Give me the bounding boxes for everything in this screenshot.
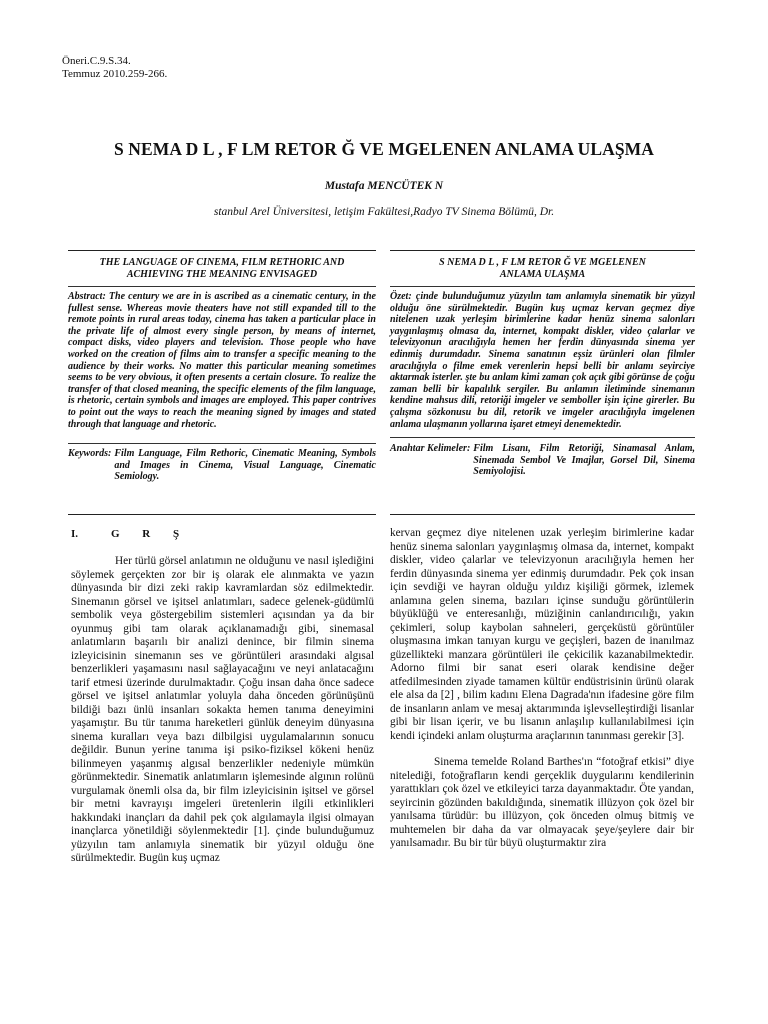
body-column-left xyxy=(71,555,374,866)
abstract-english-title-line2: ACHIEVING THE MEANING ENVISAGED xyxy=(126,269,318,280)
abstract-english-title-line1: THE LANGUAGE OF CINEMA, FILM RETHORIC AND xyxy=(99,257,345,268)
paper-title: S NEMA D L , F LM RETOR Ğ VE MGELENEN ANLAMA ULAŞMA xyxy=(113,139,655,159)
abstract-turkish-text: Özet: çinde bulunduğumuz yüzyılın tam anlamıyla sinematik bir yüzyıl olduğu öne sürülmektedir. Bugün kuş uçmaz kervan geçmez diye nitelenen uzak yerleşim birimlerine kadar henüz sinema salonları yaygınlaşmış olmasa da, internet, kompakt diskler, video çalarlar ve televizyonun aracılığıyla hemen her ferdin dünyasında sinema yer edinmiş durumdadır. Sinema sanatının eşsiz ürünleri olan filmler aracılığıyla o filme emek verenlerin hepsi belli bir anlamı seyirciye aktarmak isterler. şte bu anlam kimi zaman çok açık gibi görünse de çoğu zaman belli bir kapalılık sergiler. Bu anlamın iletiminde sinemanın kendine mahsus dili, retoriği imgeler ve semboller işin içine girerler. Bu çalışma sözkonusu bu dil, retorik ve imgeler aracılığıyla imgelenen anlama ulaşmanın yollarına işaret etmeyi denemektedir. xyxy=(390,291,695,430)
abstract-english-box xyxy=(68,250,376,515)
abstract-english-text: Abstract: The century we are in is ascribed as a cinematic century, in the fullest sense. Whereas movie theaters have not still expanded till to the remote points in rural areas today, cinema has taken a particular place in the private life of almost every single person, by means of internet, compact disks, video players and television. Those people who have worked on the creation of films aim to transfer a specific meaning to the audience by their works. No matter this particular meaning sometimes seems to be very obvious, it often presents a certain closure. To realize the transfer of that closed meaning, the specific elements of the film language, is rhetoric, certain symbols and images are employed. This paper contrives to point out the ways to reach the meaning signed by images and stated through that language and rhetoric. xyxy=(68,291,376,430)
divider xyxy=(68,286,376,287)
keywords-list: Film Lisanı, Film Retoriği, Sinamasal Anlam, Sinemada Sembol Ve Imajlar, Gorsel Dil, Sinema Semiyolojisi. xyxy=(473,443,695,478)
divider xyxy=(390,437,695,438)
keywords-turkish xyxy=(390,443,695,478)
body-paragraph: Sinema temelde Roland Barthes'ın “fotoğraf etkisi” diye nitelediği, fotoğrafların kendi gerçeklik duygularını kendilerinin yarattıkları çok özel ve etkileyici tarza dayanmaktadır. Öte yandan, seyircinin gözünden bakıldığında, sinematik illüzyon çok özel bir yanılsama türüdür: bu illüzyon, çok önceden olmuş bitmiş ve muhtemelen bir daha da var olmayacak şeye/şeylere dair bir yanılsamadır. Bu bir tür büyü oluşturmaktır zira xyxy=(390,756,694,849)
keywords-label: Keywords: xyxy=(68,448,112,459)
journal-date-pages: Temmuz 2010.259-266. xyxy=(62,68,168,80)
keywords-english xyxy=(68,448,376,483)
keywords-label: Anahtar Kelimeler: xyxy=(390,443,471,454)
section-name: G R Ş xyxy=(111,528,190,540)
abstract-turkish-box xyxy=(390,250,695,515)
keywords-list: Film Language, Film Rethoric, Cinematic Meaning, Symbols and Images in Cinema, Visual Language, Cinematic Semiology. xyxy=(114,448,376,483)
paper-author: Mustafa MENCÜTEK N xyxy=(324,180,444,192)
journal-citation xyxy=(62,55,167,81)
section-number: I. xyxy=(71,528,79,540)
abstract-turkish-title-line2: ANLAMA ULAŞMA xyxy=(499,269,586,280)
abstract-turkish-title-line1: S NEMA D L , F LM RETOR Ğ VE MGELENEN xyxy=(439,257,646,268)
abstract-turkish-title xyxy=(390,257,695,281)
body-paragraph: Her türlü görsel anlatımın ne olduğunu ve nasıl işlediğini söylemek gerçekten zor bir iş olarak ele alınmakta ve yazın dünyasında bir dizi zeki rakip kavramlardan söz edilmektedir. Sinemanın görsel ve işitsel anlatımları, sadece gelenek-güdümlü sembolik veya göstergebilim sistemleri açısından ya da bir oyunmuş gibi tam olarak açıklanamadığı gibi, sinemasal anlatımların başarılı bir analizi denince, bir filmin sinema izleyicisinin sinemanın ses ve görüntüleri arasındaki algısal benzerlikleri yaşamasını nasıl sağlayacağını ve neyi anlatacağını tarif etmesi üzerinde durulmaktadır. Çoğu insan daha önce sadece görsel ve işitsel anlatımlar yoluyla daha önceden görünüşünü bildiği bazı ünlü insanları sokakta hemen tanıma deneyimini yaşamıştır. Bu tür tanıma hareketleri günlük deneyim dünyasına sinema kuralları veya bazı dilbilgisi uygulamalarının sonucu değildir. Bunun yerine tanıma işi psiko-fiziksel kökeni henüz bilinmeyen yaşanmış algısal benzerlikler nedeniyle mümkün görünmektedir. Sinematik anlatımların işlemesinde algının rolünü vurgulamak önemli olsa da, bir film izleyicisinin işitsel ve görsel bir metni kavrayışı imgeleri üretenlerin ilgili etkinlikleri hakkındaki inançları da dahil pek çok algılamayla ilgisi olmayan inançlarca yönetildiği söylenmektedir [1]. çinde bulunduğumuz yüzyılın tam anlamıyla sinematik bir yüzyıl olduğu öne sürülmektedir. Bugün kuş uçmaz xyxy=(71,555,374,864)
journal-volume: Öneri.C.9.S.34. xyxy=(62,55,131,67)
divider xyxy=(390,286,695,287)
divider xyxy=(68,443,376,444)
section-heading xyxy=(71,528,371,540)
abstract-english-title xyxy=(68,257,376,281)
body-column-right xyxy=(390,527,694,851)
body-paragraph: kervan geçmez diye nitelenen uzak yerleşim birimlerine kadar henüz sinema salonları yaygınlaşmış olmasa da, internet, kompakt diskler, video çalarlar ve televizyonun aracılığıyla hemen her ferdin dünyasında sinema yer edinmiş durumdadır. Pek çok insan için sevdiği ve hayran olduğu yıldız kişiliği görmek, izlemek anlamına gelen sinema, bazıları içinse sunduğu görüntülerin büyüklüğü ve enteresanlığı, müziğinin canlandırıcılığı, yakın çekimleri, solup kaybolan sahneleri, gerçeküstü görüntüler oluşmasına imkan tanıyan kurgu ve geçişleri, bazen de inanılmaz güzellikteki manzara görüntüleri ile çekicilik kazanabilmektedir. Adorno filmi bir sanat eseri olarak kendisine değer atfedilmesinden ziyade tamamen kültür endüstrisinin ürünü olarak ele alsa da [2] , bilim kadını Elena Dagrada'nın ifadesine göre film de insanların anlam ve mesaj aktarımında işlevselleştirdiği lisanlar gibi bir lisan içerir, ve bu lisanın anlaşılıp kullanılabilmesi için kendi içindeki anlam oluşturma araçlarının tanınması gerekir [3]. xyxy=(390,527,694,742)
paper-affiliation: stanbul Arel Üniversitesi, letişim Fakültesi,Radyo TV Sinema Bölümü, Dr. xyxy=(213,206,555,218)
